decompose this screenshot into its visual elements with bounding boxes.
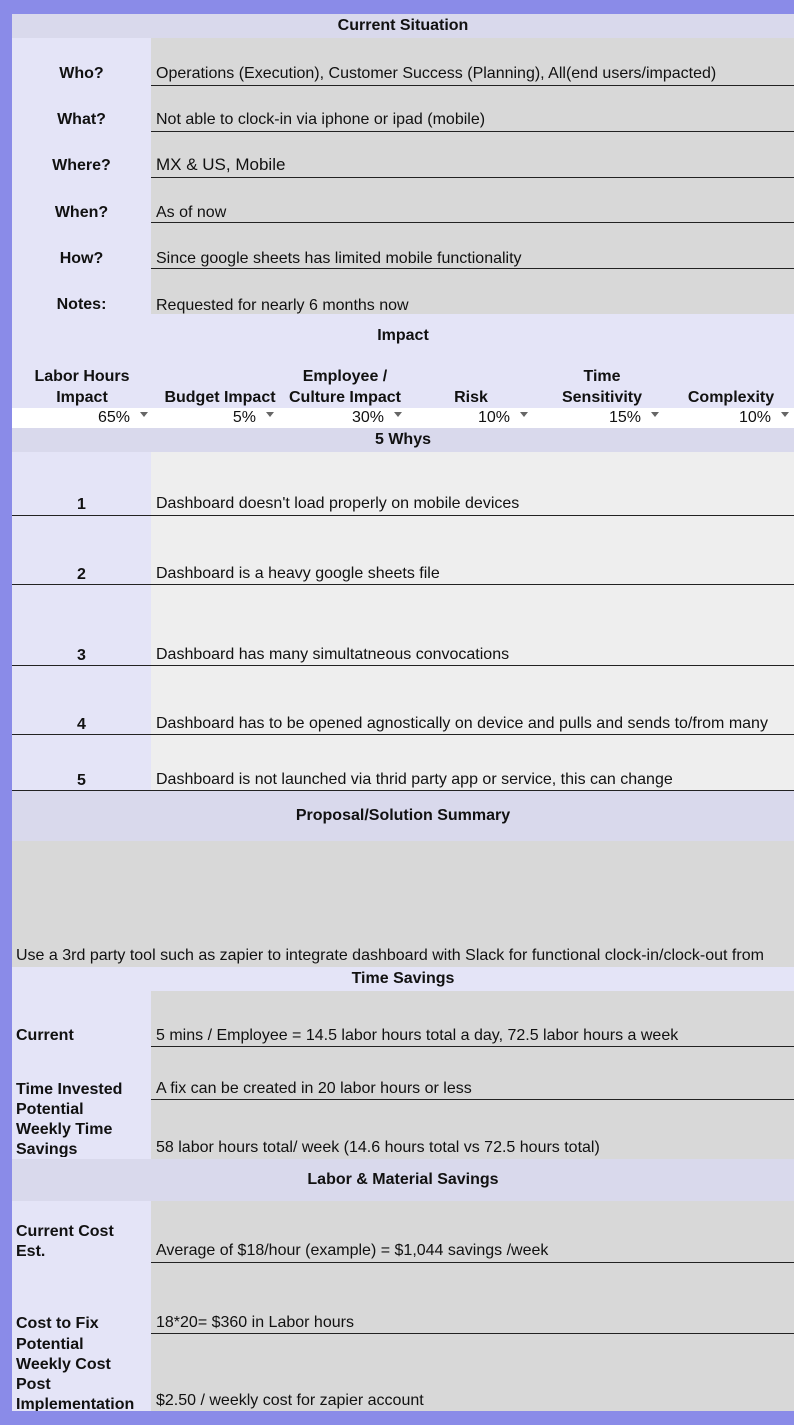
five-whys-header: 5 Whys [12, 428, 794, 452]
impact-time-sensitivity-label: Time Sensitivity [561, 368, 643, 406]
when-underline [151, 222, 794, 223]
why-1-value[interactable]: Dashboard doesn't load properly on mobile devices [156, 495, 520, 512]
current-situation-header: Current Situation [12, 14, 794, 38]
how-value[interactable]: Since google sheets has limited mobile functionality [156, 250, 522, 267]
current-label: Current [16, 1027, 74, 1044]
proposal-header: Proposal/Solution Summary [12, 791, 794, 841]
why-3-value[interactable]: Dashboard has many simultatneous convocations [156, 646, 510, 663]
why-4-underline [12, 734, 794, 735]
how-underline [151, 268, 794, 269]
chevron-down-icon [651, 412, 659, 417]
what-label: What? [57, 111, 106, 128]
spreadsheet [12, 14, 794, 1411]
current-cost-est-value[interactable]: Average of $18/hour (example) = $1,044 savings /week [156, 1242, 549, 1259]
time-savings-values-bg [151, 991, 794, 1159]
why-5-label: 5 [77, 772, 86, 789]
impact-employee-culture-label: Employee / Culture Impact [288, 368, 401, 406]
risk-dropdown[interactable]: 10% [402, 408, 528, 428]
how-label: How? [59, 250, 104, 267]
notes-label: Notes: [56, 296, 107, 313]
why-1-underline [12, 515, 794, 516]
when-value[interactable]: As of now [156, 204, 227, 221]
chevron-down-icon [520, 412, 528, 417]
why-3-underline [12, 665, 794, 666]
impact-labor-hours-label: Labor Hours Impact [34, 368, 130, 406]
impact-header: Impact [12, 325, 794, 347]
why-5-value[interactable]: Dashboard is not launched via thrid party app or service, this can change [156, 771, 673, 788]
current-cost-est-underline [151, 1262, 794, 1263]
time-invested-underline [151, 1099, 794, 1100]
complexity-dropdown[interactable]: 10% [659, 408, 789, 428]
impact-budget-label: Budget Impact [164, 389, 276, 406]
chevron-down-icon [266, 412, 274, 417]
where-value[interactable]: MX & US, Mobile [156, 155, 286, 174]
time-invested-value[interactable]: A fix can be created in 20 labor hours or less [156, 1080, 472, 1097]
time-savings-header: Time Savings [12, 967, 794, 991]
when-label: When? [54, 204, 109, 221]
current-value[interactable]: 5 mins / Employee = 14.5 labor hours total a day, 72.5 labor hours a week [156, 1027, 679, 1044]
where-underline [151, 177, 794, 178]
employee-culture-dropdown[interactable]: 30% [274, 408, 402, 428]
potential-time-savings-value[interactable]: 58 labor hours total/ week (14.6 hours total vs 72.5 hours total) [156, 1139, 600, 1156]
where-label: Where? [52, 157, 111, 174]
notes-value[interactable]: Requested for nearly 6 months now [156, 297, 409, 314]
what-underline [151, 131, 794, 132]
chevron-down-icon [140, 412, 148, 417]
why-1-label: 1 [77, 496, 86, 513]
why-4-label: 4 [77, 716, 86, 733]
cost-to-fix-value[interactable]: 18*20= $360 in Labor hours [156, 1314, 354, 1331]
why-2-underline [12, 584, 794, 585]
current-cost-est-label: Current Cost Est. [16, 1223, 114, 1260]
why-3-label: 3 [77, 647, 86, 664]
labor-hours-dropdown[interactable]: 65% [12, 408, 148, 428]
budget-dropdown[interactable]: 5% [148, 408, 274, 428]
potential-time-savings-label: Potential Weekly Time Savings [16, 1101, 113, 1157]
impact-risk-label: Risk [454, 389, 488, 406]
labor-material-header: Labor & Material Savings [12, 1159, 794, 1201]
proposal-text[interactable]: Use a 3rd party tool such as zapier to integrate dashboard with Slack for functional clock-in/clock-out from [16, 947, 764, 964]
who-label: Who? [59, 65, 104, 82]
why-2-label: 2 [77, 566, 86, 583]
what-value[interactable]: Not able to clock-in via iphone or ipad (mobile) [156, 111, 486, 128]
why-2-value[interactable]: Dashboard is a heavy google sheets file [156, 565, 440, 582]
who-value[interactable]: Operations (Execution), Customer Success (Planning), All(end users/impacted) [156, 65, 717, 82]
why-4-value[interactable]: Dashboard has to be opened agnostically on device and pulls and sends to/from many [156, 715, 768, 732]
cost-to-fix-label: Cost to Fix [16, 1315, 99, 1332]
time-sensitivity-dropdown[interactable]: 15% [528, 408, 659, 428]
chevron-down-icon [394, 412, 402, 417]
impact-complexity-label: Complexity [687, 389, 775, 406]
labor-material-values-bg [151, 1201, 794, 1411]
who-underline [151, 85, 794, 86]
cost-to-fix-underline [151, 1333, 794, 1334]
potential-weekly-cost-label: Potential Weekly Cost Post Implementation [16, 1336, 135, 1411]
time-invested-label: Time Invested [16, 1081, 123, 1098]
potential-weekly-cost-value[interactable]: $2.50 / weekly cost for zapier account [156, 1392, 424, 1409]
current-underline [151, 1046, 794, 1047]
chevron-down-icon [781, 412, 789, 417]
